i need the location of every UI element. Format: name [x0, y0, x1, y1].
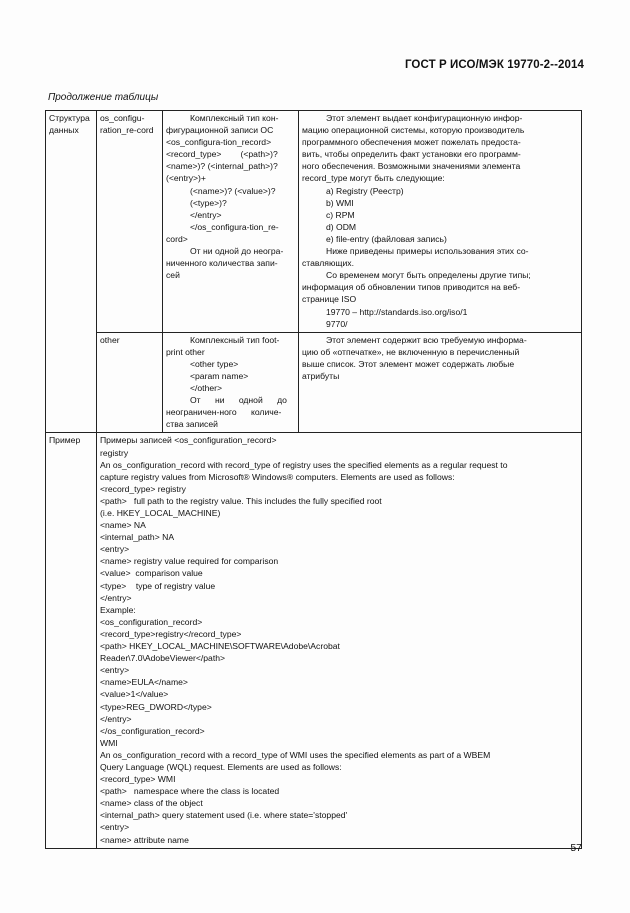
element-type-cell: Комплексный тип foot- print other <other type> <param name> </other> От ни одной до неограничен-ного количе- ства записей [163, 332, 299, 433]
example-line: <name>EULA</name> [100, 677, 188, 688]
page-number: 57 [570, 842, 582, 854]
example-content-cell [97, 433, 582, 848]
example-line: </entry> [100, 713, 132, 724]
table-continuation-caption: Продолжение таблицы [48, 92, 159, 103]
example-line: An os_configuration_record with record_type of registry uses the specified elements as a regular request to [100, 459, 508, 470]
example-line: <record_type>registry</record_type> [100, 628, 242, 639]
structure-label-cell: Структура данных [46, 111, 97, 433]
data-structure-table [45, 110, 582, 849]
example-line: <path> HKEY_LOCAL_MACHINE\SOFTWARE\Adobe\Acrobat [100, 641, 340, 652]
element-type-cell: Комплексный тип кон- фигурационной записи ОС <os_configura-tion_record> <record_type> (<path>)? <name>)? (<internal_path>)? (<entry>)+ (<name>)? (<value>)? (<type>)? </entry> </os_configura-tion_re- cord> От ни одной до неогра- ниченного количества запи- сей [163, 111, 299, 333]
example-line: <name> class of the object [100, 798, 203, 809]
table-row [46, 111, 582, 333]
example-line: <entry> [100, 822, 130, 833]
example-line: Reader\7.0\AdobeViewer</path> [100, 653, 226, 664]
example-line: <value> comparison value [100, 568, 203, 579]
example-line: <internal_path> NA [100, 532, 175, 543]
element-description-cell: Этот элемент выдает конфигурационную инфор- мацию операционной системы, которую производитель программного обеспечения может пожелать предоста- вить, чтобы определить факт установки его программ- ного обеспечения. Возможными значениями элемента record_type могут быть следующие: a) Registry (Реестр) b) WMI c) RPM d) ODM e) file-entry (файловая запись) Ниже приведены примеры использования этих со- ставляющих. Со временем могут быть определены другие типы; информация об обновлении типов приводится на веб- странице ISO 19770 – http://standards.iso.org/iso/1 9770/ [299, 111, 582, 333]
example-line: registry [100, 447, 129, 458]
example-line: <type>REG_DWORD</type> [100, 701, 212, 712]
example-line: (i.e. HKEY_LOCAL_MACHINE) [100, 508, 221, 518]
element-name-cell: other [97, 332, 163, 433]
document-code-header: ГОСТ Р ИСО/МЭК 19770-2--2014 [404, 59, 584, 71]
example-line: WMI [100, 737, 118, 748]
example-line: </os_configuration_record> [100, 725, 205, 736]
example-line: <record_type> registry [100, 483, 186, 494]
example-line: capture registry values from Microsoft® Windows® computers. Elements are used as follows: [100, 471, 455, 482]
example-line: <name> registry value required for comparison [100, 556, 279, 567]
example-line: <entry> [100, 665, 130, 676]
example-line: <value>1</value> [100, 689, 169, 700]
example-line: <record_type> WMI [100, 774, 176, 785]
example-line: <os_configuration_record> [100, 616, 203, 627]
example-line: Примеры записей <os_configuration_record> [100, 435, 277, 446]
example-line: <type> type of registry value [100, 580, 216, 591]
example-line: An os_configuration_record with a record_type of WMI uses the specified elements as part of a WBEM [100, 749, 491, 760]
example-line: <name> NA [100, 520, 146, 531]
example-line: Query Language (WQL) request. Elements are used as follows: [100, 761, 342, 772]
table-row [46, 433, 582, 848]
table-row [46, 332, 582, 433]
example-label-cell: Пример [46, 433, 97, 848]
example-line: <path> full path to the registry value. This includes the fully specified root [100, 495, 382, 506]
example-line: </entry> [100, 592, 132, 603]
example-line: <entry> [100, 544, 130, 555]
element-description-cell: Этот элемент содержит всю требуемую информа- цию об «отпечатке», не включенную в перечисленный выше список. Этот элемент может содержать любые атрибуты [299, 332, 582, 433]
example-line: <internal_path> query statement used (i.e. where state='stopped' [100, 810, 348, 821]
example-line: Example: [100, 604, 136, 615]
example-line: <name> attribute name [100, 834, 189, 845]
example-line: <path> namespace where the class is located [100, 786, 280, 797]
element-name-cell: os_configu- ration_re-cord [97, 111, 163, 333]
